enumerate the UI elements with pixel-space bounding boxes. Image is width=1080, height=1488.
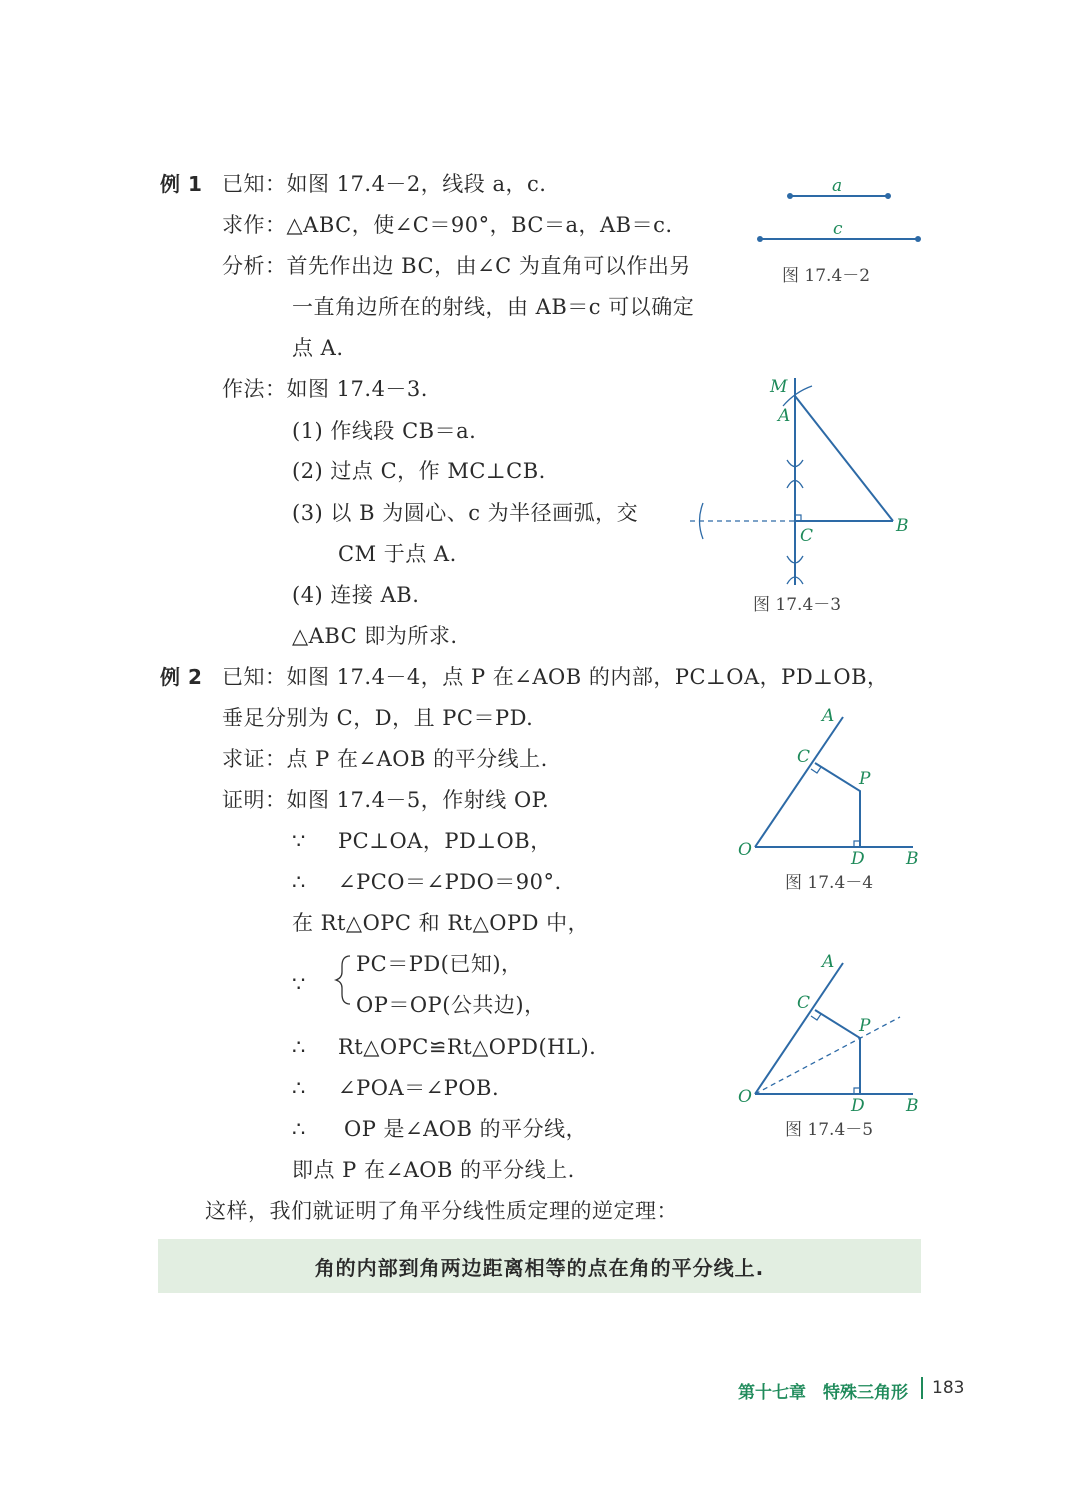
label-c: C xyxy=(797,993,811,1013)
proof-line: OP＝OP(公共边)， xyxy=(356,993,546,1017)
label-m: M xyxy=(770,377,788,397)
ray-op-dashed xyxy=(755,1017,900,1094)
label-p: P xyxy=(859,1016,871,1036)
proof-line: 在 Rt△OPC 和 Rt△OPD 中， xyxy=(292,911,590,935)
brace xyxy=(336,956,350,1004)
label-d: D xyxy=(851,1096,865,1116)
proof-line: ∠PCO＝∠PDO＝90°. xyxy=(338,870,562,894)
example-2-label: 例 2 xyxy=(160,665,203,689)
proof-line: 即点 P 在∠AOB 的平分线上. xyxy=(292,1158,575,1182)
example-1-method: 作法：如图 17.4－3. xyxy=(222,377,428,401)
proof-line: OP 是∠AOB 的平分线， xyxy=(344,1117,588,1141)
example-1-construct: 求作：△ABC，使∠C＝90°，BC＝a，AB＝c. xyxy=(222,213,673,237)
example-1-analysis: 分析：首先作出边 BC，由∠C 为直角可以作出另 xyxy=(222,254,691,278)
example-1-step-cont: CM 于点 A. xyxy=(338,542,457,566)
label-d: D xyxy=(851,849,865,869)
ray-oa xyxy=(755,717,843,847)
label-c: c xyxy=(833,219,843,239)
page-number: 183 xyxy=(932,1378,965,1398)
proof-line: PC⊥OA，PD⊥OB， xyxy=(338,829,552,853)
example-1-step: (1) 作线段 CB＝a. xyxy=(292,419,477,443)
example-2-given-cont: 垂足分别为 C，D，且 PC＝PD. xyxy=(222,706,534,730)
right-angle-mark xyxy=(811,767,821,773)
therefore-symbol: ∴ xyxy=(292,1076,306,1100)
example-1-analysis-cont: 一直角边所在的射线，由 AB＝c 可以确定 xyxy=(292,295,695,319)
right-angle-mark xyxy=(811,1014,821,1020)
therefore-symbol: ∴ xyxy=(292,1117,306,1141)
label-c: C xyxy=(800,526,814,546)
conclusion-intro: 这样，我们就证明了角平分线性质定理的逆定理： xyxy=(205,1199,678,1223)
label-p: P xyxy=(859,769,871,789)
label-a: a xyxy=(832,176,843,196)
label-b: B xyxy=(906,849,919,869)
example-2-given: 已知：如图 17.4－4，点 P 在∠AOB 的内部，PC⊥OA，PD⊥OB， xyxy=(222,665,889,689)
proof-line: Rt△OPC≌Rt△OPD(HL). xyxy=(338,1035,597,1059)
segments-pc-pd xyxy=(815,1010,860,1094)
example-2-prove: 求证：点 P 在∠AOB 的平分线上. xyxy=(222,747,548,771)
label-b: B xyxy=(906,1096,919,1116)
example-1-step: (3) 以 B 为圆心、c 为半径画弧，交 xyxy=(292,501,639,525)
label-a: A xyxy=(778,406,791,426)
label-a: A xyxy=(822,952,835,972)
proof-line: PC＝PD(已知)， xyxy=(356,952,523,976)
example-1-result: △ABC 即为所求. xyxy=(292,624,458,648)
figure-caption: 图 17.4－2 xyxy=(782,266,871,286)
label-o: O xyxy=(738,840,752,860)
therefore-symbol: ∴ xyxy=(292,870,306,894)
example-1-given: 已知：如图 17.4－2，线段 a，c. xyxy=(222,172,547,196)
footer-chapter: 第十七章 特殊三角形 xyxy=(738,1383,908,1403)
theorem-text: 角的内部到角两边距离相等的点在角的平分线上. xyxy=(314,1255,765,1280)
example-1-label: 例 1 xyxy=(160,172,203,196)
label-o: O xyxy=(738,1087,752,1107)
example-1-step: (4) 连接 AB. xyxy=(292,583,420,607)
segments-pc-pd xyxy=(815,763,860,847)
label-c: C xyxy=(797,747,811,767)
figure-caption: 图 17.4－3 xyxy=(753,595,842,615)
label-a: A xyxy=(822,706,835,726)
example-1-analysis-cont: 点 A. xyxy=(292,336,344,360)
figure-caption: 图 17.4－5 xyxy=(785,1120,874,1140)
example-1-step: (2) 过点 C，作 MC⊥CB. xyxy=(292,459,546,483)
because-symbol: ∵ xyxy=(292,972,306,996)
because-symbol: ∵ xyxy=(292,829,306,853)
segment-ab xyxy=(795,396,893,521)
figure-caption: 图 17.4－4 xyxy=(785,873,874,893)
therefore-symbol: ∴ xyxy=(292,1035,306,1059)
ray-oa xyxy=(755,963,843,1094)
label-b: B xyxy=(896,516,909,536)
example-2-proof: 证明：如图 17.4－5，作射线 OP. xyxy=(222,788,550,812)
proof-line: ∠POA＝∠POB. xyxy=(338,1076,500,1100)
